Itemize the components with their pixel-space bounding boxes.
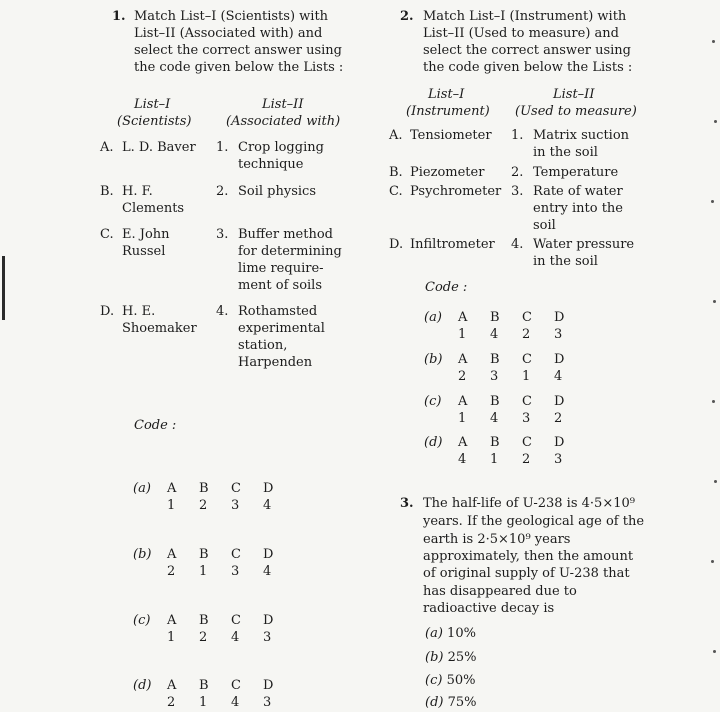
- q2-item-1-right-1: Matrix suction: [533, 128, 630, 143]
- option-head-b: B: [490, 435, 500, 450]
- q1-number: 1.: [112, 9, 126, 24]
- q1-option-c[interactable]: [133, 612, 295, 646]
- option-val-d: 4: [554, 369, 563, 384]
- option-label: (a): [425, 626, 443, 641]
- option-val-c: 4: [231, 695, 240, 710]
- q1-item-c-left-2: Russel: [122, 244, 166, 259]
- scan-dot: [713, 300, 716, 303]
- q1-list2-subtitle: (Associated with): [226, 114, 341, 129]
- option-head-d: D: [554, 352, 565, 367]
- option-val-c: 2: [522, 452, 531, 467]
- q1-option-d[interactable]: [133, 677, 295, 711]
- q2-item-4-right-1: Water pressure: [533, 237, 635, 252]
- option-text: 10%: [447, 626, 476, 641]
- option-val-b: 2: [199, 498, 208, 513]
- q2-option-b[interactable]: [424, 351, 586, 385]
- option-label: (c): [425, 673, 443, 688]
- option-head-d: D: [554, 310, 565, 325]
- q2-option-c[interactable]: [424, 393, 586, 427]
- q1-item-b-key: B.: [100, 184, 114, 199]
- q2-stem-line-3: select the correct answer using: [423, 43, 631, 58]
- option-head-b: B: [490, 310, 500, 325]
- q3-option-a[interactable]: [425, 625, 476, 642]
- q3-option-c[interactable]: [425, 672, 475, 689]
- q2-code-label: Code :: [425, 280, 468, 295]
- q1-item-d-left-2: Shoemaker: [122, 321, 197, 336]
- option-head-b: B: [199, 613, 209, 628]
- option-val-b: 1: [490, 452, 499, 467]
- option-head-b: B: [199, 678, 209, 693]
- q1-item-3-right-1: Buffer method: [238, 227, 333, 242]
- option-label: (b): [425, 650, 444, 665]
- option-val-d: 3: [263, 695, 272, 710]
- q1-item-2-right-1: Soil physics: [238, 184, 316, 199]
- option-val-a: 1: [458, 411, 467, 426]
- q1-item-4-right-2: experimental: [238, 321, 325, 336]
- option-val-d: 4: [263, 498, 272, 513]
- option-label: (a): [133, 481, 151, 496]
- q3-option-d[interactable]: [425, 694, 477, 711]
- q2-item-4-right-2: in the soil: [533, 254, 598, 269]
- option-label: (c): [133, 613, 151, 628]
- q1-list2-title: List–II: [262, 97, 304, 112]
- option-head-c: C: [522, 394, 532, 409]
- option-head-c: C: [522, 310, 532, 325]
- q1-item-c-left-1: E. John: [122, 227, 170, 242]
- q1-item-d-left-1: H. E.: [122, 304, 156, 319]
- option-head-a: A: [167, 613, 177, 628]
- option-label: (b): [424, 352, 443, 367]
- q1-item-a-left: L. D. Baver: [122, 140, 196, 155]
- q3-stem-line-7: radioactive decay is: [423, 601, 555, 616]
- option-text: 75%: [447, 695, 477, 710]
- q2-item-d-key: D.: [389, 237, 404, 252]
- q2-item-3-right-2: entry into the: [533, 201, 623, 216]
- q1-item-1-num: 1.: [216, 140, 229, 155]
- q2-option-d[interactable]: [424, 434, 586, 468]
- q1-list1-title: List–I: [134, 97, 171, 112]
- q2-stem-line-4: the code given below the Lists :: [423, 60, 633, 75]
- scan-dot: [711, 200, 714, 203]
- option-head-c: C: [231, 481, 241, 496]
- q1-item-4-right-4: Harpenden: [238, 355, 313, 370]
- q1-list1-subtitle: (Scientists): [117, 114, 192, 129]
- option-val-d: 3: [554, 327, 563, 342]
- option-val-b: 4: [490, 411, 499, 426]
- q1-item-3-right-2: for determining: [238, 244, 342, 259]
- option-val-b: 1: [199, 564, 208, 579]
- q2-item-1-right-2: in the soil: [533, 145, 598, 160]
- option-head-c: C: [231, 613, 241, 628]
- option-head-d: D: [263, 613, 274, 628]
- option-head-b: B: [490, 352, 500, 367]
- option-head-c: C: [522, 352, 532, 367]
- q3-stem-line-2: years. If the geological age of the: [423, 514, 645, 529]
- q3-stem-line-3: earth is 2·5×10⁹ years: [423, 532, 571, 547]
- option-head-c: C: [522, 435, 532, 450]
- option-val-a: 4: [458, 452, 467, 467]
- option-val-d: 2: [554, 411, 563, 426]
- q1-stem-line-4: the code given below the Lists :: [134, 60, 344, 75]
- option-head-d: D: [263, 481, 274, 496]
- option-head-a: A: [458, 310, 468, 325]
- q3-number: 3.: [400, 496, 414, 511]
- q2-option-a[interactable]: [424, 309, 586, 343]
- option-label: (d): [133, 678, 152, 693]
- option-val-a: 1: [167, 498, 176, 513]
- option-head-b: B: [490, 394, 500, 409]
- q2-item-d-left: Infiltrometer: [410, 237, 495, 252]
- q2-item-1-num: 1.: [511, 128, 524, 143]
- option-val-a: 2: [458, 369, 467, 384]
- q3-stem-line-6: has disappeared due to: [423, 584, 577, 599]
- q1-item-2-num: 2.: [216, 184, 229, 199]
- q1-item-a-key: A.: [100, 140, 114, 155]
- q2-item-a-key: A.: [389, 128, 403, 143]
- q2-list2-subtitle: (Used to measure): [515, 104, 637, 119]
- option-head-d: D: [554, 435, 565, 450]
- q1-item-1-right-1: Crop logging: [238, 140, 324, 155]
- option-val-c: 3: [522, 411, 531, 426]
- option-head-a: A: [458, 435, 468, 450]
- q2-item-b-left: Piezometer: [410, 165, 485, 180]
- q2-item-c-left: Psychrometer: [410, 184, 502, 199]
- q1-item-3-right-4: ment of soils: [238, 278, 323, 293]
- option-head-a: A: [167, 481, 177, 496]
- q1-item-d-key: D.: [100, 304, 115, 319]
- q1-option-a[interactable]: [133, 480, 295, 514]
- option-val-c: 2: [522, 327, 531, 342]
- option-head-d: D: [263, 547, 274, 562]
- q2-list1-subtitle: (Instrument): [406, 104, 490, 119]
- scan-dot: [712, 400, 715, 403]
- q3-option-b[interactable]: [425, 649, 477, 666]
- option-head-c: C: [231, 547, 241, 562]
- q1-stem-line-3: select the correct answer using: [134, 43, 342, 58]
- q1-stem-line-1: Match List–I (Scientists) with: [134, 9, 329, 24]
- option-val-d: 3: [263, 630, 272, 645]
- q2-list2-title: List–II: [553, 87, 595, 102]
- q3-stem-line-5: of original supply of U-238 that: [423, 566, 630, 581]
- margin-bar: [2, 256, 5, 320]
- q2-item-a-left: Tensiometer: [410, 128, 492, 143]
- q1-option-b[interactable]: [133, 546, 295, 580]
- q2-item-4-num: 4.: [511, 237, 524, 252]
- q2-item-3-right-3: soil: [533, 218, 556, 233]
- q1-item-c-key: C.: [100, 227, 114, 242]
- option-val-c: 1: [522, 369, 531, 384]
- scan-dot: [711, 560, 714, 563]
- option-label: (a): [424, 310, 442, 325]
- scan-dot: [712, 40, 715, 43]
- option-head-d: D: [263, 678, 274, 693]
- option-val-c: 4: [231, 630, 240, 645]
- q1-item-3-num: 3.: [216, 227, 229, 242]
- option-val-b: 4: [490, 327, 499, 342]
- q1-stem-line-2: List–II (Associated with) and: [134, 26, 323, 41]
- option-val-c: 3: [231, 564, 240, 579]
- q3-stem-line-4: approximately, then the amount: [423, 549, 634, 564]
- scan-dot: [714, 480, 717, 483]
- option-head-a: A: [458, 394, 468, 409]
- option-val-b: 2: [199, 630, 208, 645]
- option-head-b: B: [199, 547, 209, 562]
- q1-item-b-left-2: Clements: [122, 201, 185, 216]
- q3-stem-line-1: The half-life of U-238 is 4·5×10⁹: [423, 496, 635, 511]
- q2-item-3-right-1: Rate of water: [533, 184, 623, 199]
- option-label: (c): [424, 394, 442, 409]
- option-head-a: A: [458, 352, 468, 367]
- option-val-b: 3: [490, 369, 499, 384]
- option-val-d: 3: [554, 452, 563, 467]
- option-label: (b): [133, 547, 152, 562]
- q2-number: 2.: [400, 9, 414, 24]
- option-head-b: B: [199, 481, 209, 496]
- option-val-a: 1: [458, 327, 467, 342]
- option-val-a: 2: [167, 564, 176, 579]
- option-val-a: 2: [167, 695, 176, 710]
- option-head-d: D: [554, 394, 565, 409]
- q2-item-2-num: 2.: [511, 165, 524, 180]
- q1-item-1-right-2: technique: [238, 157, 304, 172]
- option-val-a: 1: [167, 630, 176, 645]
- q2-item-b-key: B.: [389, 165, 403, 180]
- q1-item-4-right-1: Rothamsted: [238, 304, 318, 319]
- option-head-c: C: [231, 678, 241, 693]
- option-label: (d): [424, 435, 443, 450]
- option-head-a: A: [167, 678, 177, 693]
- option-text: 25%: [447, 650, 477, 665]
- q2-item-3-num: 3.: [511, 184, 524, 199]
- q2-stem-line-2: List–II (Used to measure) and: [423, 26, 619, 41]
- option-val-b: 1: [199, 695, 208, 710]
- option-val-c: 3: [231, 498, 240, 513]
- q2-list1-title: List–I: [428, 87, 465, 102]
- q1-item-4-right-3: station,: [238, 338, 288, 353]
- q1-item-b-left-1: H. F.: [122, 184, 153, 199]
- q2-stem-line-1: Match List–I (Instrument) with: [423, 9, 627, 24]
- option-text: 50%: [446, 673, 476, 688]
- scan-dot: [714, 120, 717, 123]
- option-head-a: A: [167, 547, 177, 562]
- q2-item-c-key: C.: [389, 184, 403, 199]
- q1-item-3-right-3: lime require-: [238, 261, 324, 276]
- q2-item-2-right-1: Temperature: [533, 165, 619, 180]
- q1-code-label: Code :: [134, 418, 177, 433]
- option-label: (d): [425, 695, 444, 710]
- q1-item-4-num: 4.: [216, 304, 229, 319]
- scan-dot: [713, 650, 716, 653]
- option-val-d: 4: [263, 564, 272, 579]
